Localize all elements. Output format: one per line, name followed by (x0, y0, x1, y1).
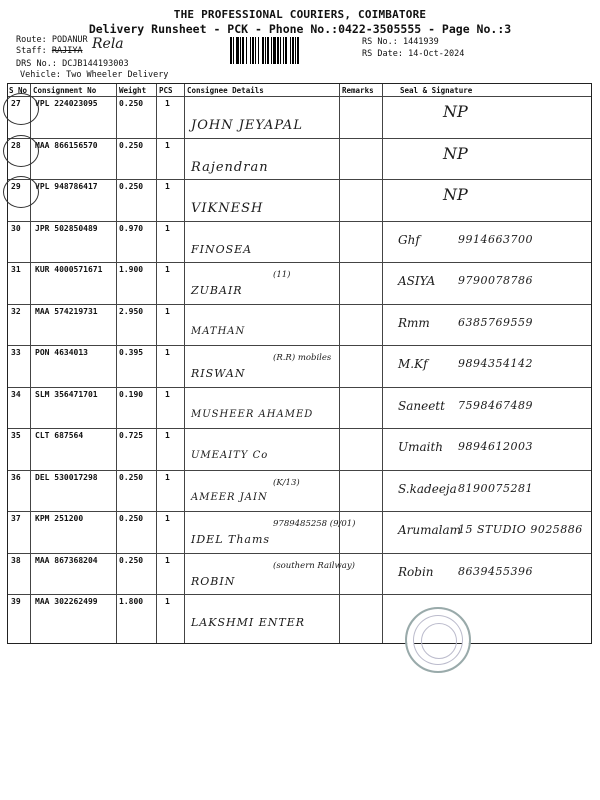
col-sno: S No (9, 86, 28, 95)
row-consignment: VPL 948786417 (35, 182, 98, 191)
rs-no-value: 1441939 (402, 37, 439, 47)
table-row (8, 221, 591, 263)
table-row (8, 138, 591, 180)
row-consignee: MUSHEER AHAMED (191, 408, 314, 420)
runsheet-title: THE PROFESSIONAL COURIERS, COIMBATORE (173, 8, 427, 21)
row-weight: 0.190 (119, 389, 144, 399)
table-row (8, 345, 591, 387)
row-weight: 0.250 (119, 99, 144, 108)
row-phone: 9914663700 (458, 232, 533, 246)
row-phone: 9894612003 (458, 440, 533, 453)
row-weight: 0.250 (119, 140, 144, 150)
row-signature: Robin (398, 564, 434, 579)
table-row (8, 387, 591, 429)
row-weight: 0.250 (119, 555, 144, 565)
runsheet-subtitle: Delivery Runsheet - PCK - Phone No.:0422-3505555 - Page No.:3 (88, 22, 512, 36)
drs-label: DRS No.: (16, 59, 57, 69)
staff-label: Staff: (16, 46, 47, 56)
row-pcs: 1 (165, 99, 170, 108)
row-signature: Saneett (398, 398, 445, 413)
table-row (8, 594, 591, 636)
row-consignee: ROBIN (191, 574, 236, 588)
table-row (8, 179, 591, 221)
row-signature: Ghf (398, 232, 420, 247)
row-sno: 32 (11, 306, 21, 316)
staff-signature: Rela (92, 36, 124, 52)
row-phone: 7598467489 (458, 398, 533, 412)
row-consignee: MATHAN (191, 325, 246, 337)
row-consignee: RISWAN (191, 367, 246, 380)
row-consignee: LAKSHMI ENTER (191, 616, 306, 629)
row-weight: 0.725 (119, 431, 144, 440)
row-signature: NP (443, 102, 468, 121)
row-phone: 6385769559 (458, 315, 533, 329)
row-signature: Rmm (398, 315, 430, 330)
row-consignment: VPL 224023095 (35, 99, 98, 108)
row-consignee: IDEL Thams (191, 533, 271, 546)
row-note: (southern Railway) (273, 560, 355, 571)
staff-value: RAJIYA (51, 46, 83, 56)
vehicle-line (20, 70, 168, 81)
row-weight: 0.250 (119, 514, 144, 523)
row-consignee: UMEAITY Co (191, 450, 269, 461)
col-pcs: PCS (159, 86, 173, 95)
row-consignee: Rajendran (191, 159, 269, 175)
row-pcs: 1 (165, 265, 170, 274)
row-sno: 31 (11, 265, 21, 274)
row-sno: 29 (11, 182, 21, 191)
row-signature: S.kadeeja (398, 481, 457, 496)
row-consignment: PON 4634013 (35, 348, 88, 357)
row-weight: 0.250 (119, 182, 144, 191)
vehicle-label: Vehicle: (20, 70, 61, 80)
table-row (8, 553, 591, 595)
row-phone: 8639455396 (458, 564, 533, 578)
sno-circle-mark (3, 176, 39, 208)
row-sno: 37 (11, 514, 21, 523)
col-consignee: Consignee Details (187, 86, 264, 95)
row-pcs: 1 (165, 348, 170, 357)
col-seal-signature: Seal & Signature (400, 86, 473, 95)
row-signature: Umaith (398, 440, 444, 454)
row-signature: M.Kf (398, 357, 428, 371)
row-signature: ASIYA (398, 274, 436, 288)
row-signature: NP (443, 185, 468, 204)
row-pcs: 1 (165, 555, 170, 565)
row-consignee: JOHN JEYAPAL (191, 118, 303, 133)
rs-no-label: RS No.: (362, 37, 398, 47)
table-row (8, 428, 591, 470)
route-value: PODANUR (51, 35, 88, 45)
table-row (8, 470, 591, 512)
row-signature: NP (443, 143, 468, 163)
row-note: (R.R) mobiles (273, 353, 332, 363)
rs-date-line (362, 49, 464, 60)
row-sno: 39 (11, 597, 21, 606)
row-sno: 34 (11, 389, 21, 399)
row-note: (K/13) (273, 477, 300, 488)
sno-circle-mark (3, 93, 39, 125)
row-weight: 0.250 (119, 472, 144, 482)
row-consignee: AMEER JAIN (191, 491, 268, 503)
row-sno: 35 (11, 431, 21, 440)
rs-date-label: RS Date: (362, 49, 403, 59)
row-weight: 0.970 (119, 223, 144, 233)
rs-no-line (362, 37, 439, 48)
row-pcs: 1 (165, 389, 170, 399)
row-pcs: 1 (165, 472, 170, 482)
row-phone: 9790078786 (458, 274, 533, 287)
row-weight: 2.950 (119, 306, 144, 316)
row-consignment: MAA 302262499 (35, 597, 98, 606)
row-pcs: 1 (165, 514, 170, 523)
row-consignment: DEL 530017298 (35, 472, 98, 482)
col-weight: Weight (119, 86, 147, 95)
row-sno: 28 (11, 140, 21, 150)
row-consignment: JPR 502850489 (35, 223, 98, 233)
row-note: 9789485258 (9/01) (273, 519, 356, 529)
row-consignment: KUR 4000571671 (35, 265, 103, 274)
delivery-stamp (405, 607, 471, 673)
row-pcs: 1 (165, 223, 170, 233)
row-phone: 9894354142 (458, 357, 533, 370)
row-pcs: 1 (165, 182, 170, 191)
table-row (8, 511, 591, 553)
row-note: (11) (273, 270, 291, 280)
row-sno: 36 (11, 472, 21, 482)
drs-value: DCJB144193003 (62, 59, 129, 69)
row-sno: 38 (11, 555, 21, 565)
row-consignment: SLM 356471701 (35, 389, 98, 399)
runsheet-barcode (230, 37, 356, 64)
row-consignment: MAA 867368204 (35, 555, 98, 565)
row-sno: 27 (11, 99, 21, 108)
row-weight: 1.900 (119, 265, 144, 274)
row-pcs: 1 (165, 431, 170, 440)
row-consignment: KPM 251200 (35, 514, 84, 523)
row-weight: 0.395 (119, 348, 144, 357)
row-consignee: FINOSEA (191, 242, 253, 256)
staff-line (16, 46, 83, 57)
route-line (16, 35, 88, 46)
row-signature: Arumalam (398, 523, 462, 537)
row-consignment: CLT 687564 (35, 431, 84, 440)
row-consignee: ZUBAIR (191, 284, 243, 297)
route-label: Route: (16, 35, 47, 45)
runsheet-table (7, 83, 592, 644)
table-row (8, 96, 591, 138)
row-consignment: MAA 574219731 (35, 306, 98, 316)
row-phone: 15 STUDIO 9025886 (458, 523, 583, 536)
row-sno: 33 (11, 348, 21, 357)
row-pcs: 1 (165, 597, 170, 606)
col-consignment: Consignment No (33, 86, 97, 95)
row-consignment: MAA 866156570 (35, 140, 98, 150)
drs-line (16, 59, 129, 70)
row-weight: 1.800 (119, 597, 144, 606)
row-sno: 30 (11, 223, 21, 233)
vehicle-value: Two Wheeler Delivery (66, 70, 169, 80)
row-pcs: 1 (165, 140, 170, 150)
sno-circle-mark (3, 135, 39, 167)
table-row (8, 262, 591, 304)
row-pcs: 1 (165, 306, 170, 316)
rs-date-value: 14-Oct-2024 (408, 49, 465, 59)
row-consignee: VIKNESH (191, 201, 264, 216)
col-remarks: Remarks (342, 86, 374, 95)
row-phone: 8190075281 (458, 481, 533, 495)
table-row (8, 304, 591, 346)
